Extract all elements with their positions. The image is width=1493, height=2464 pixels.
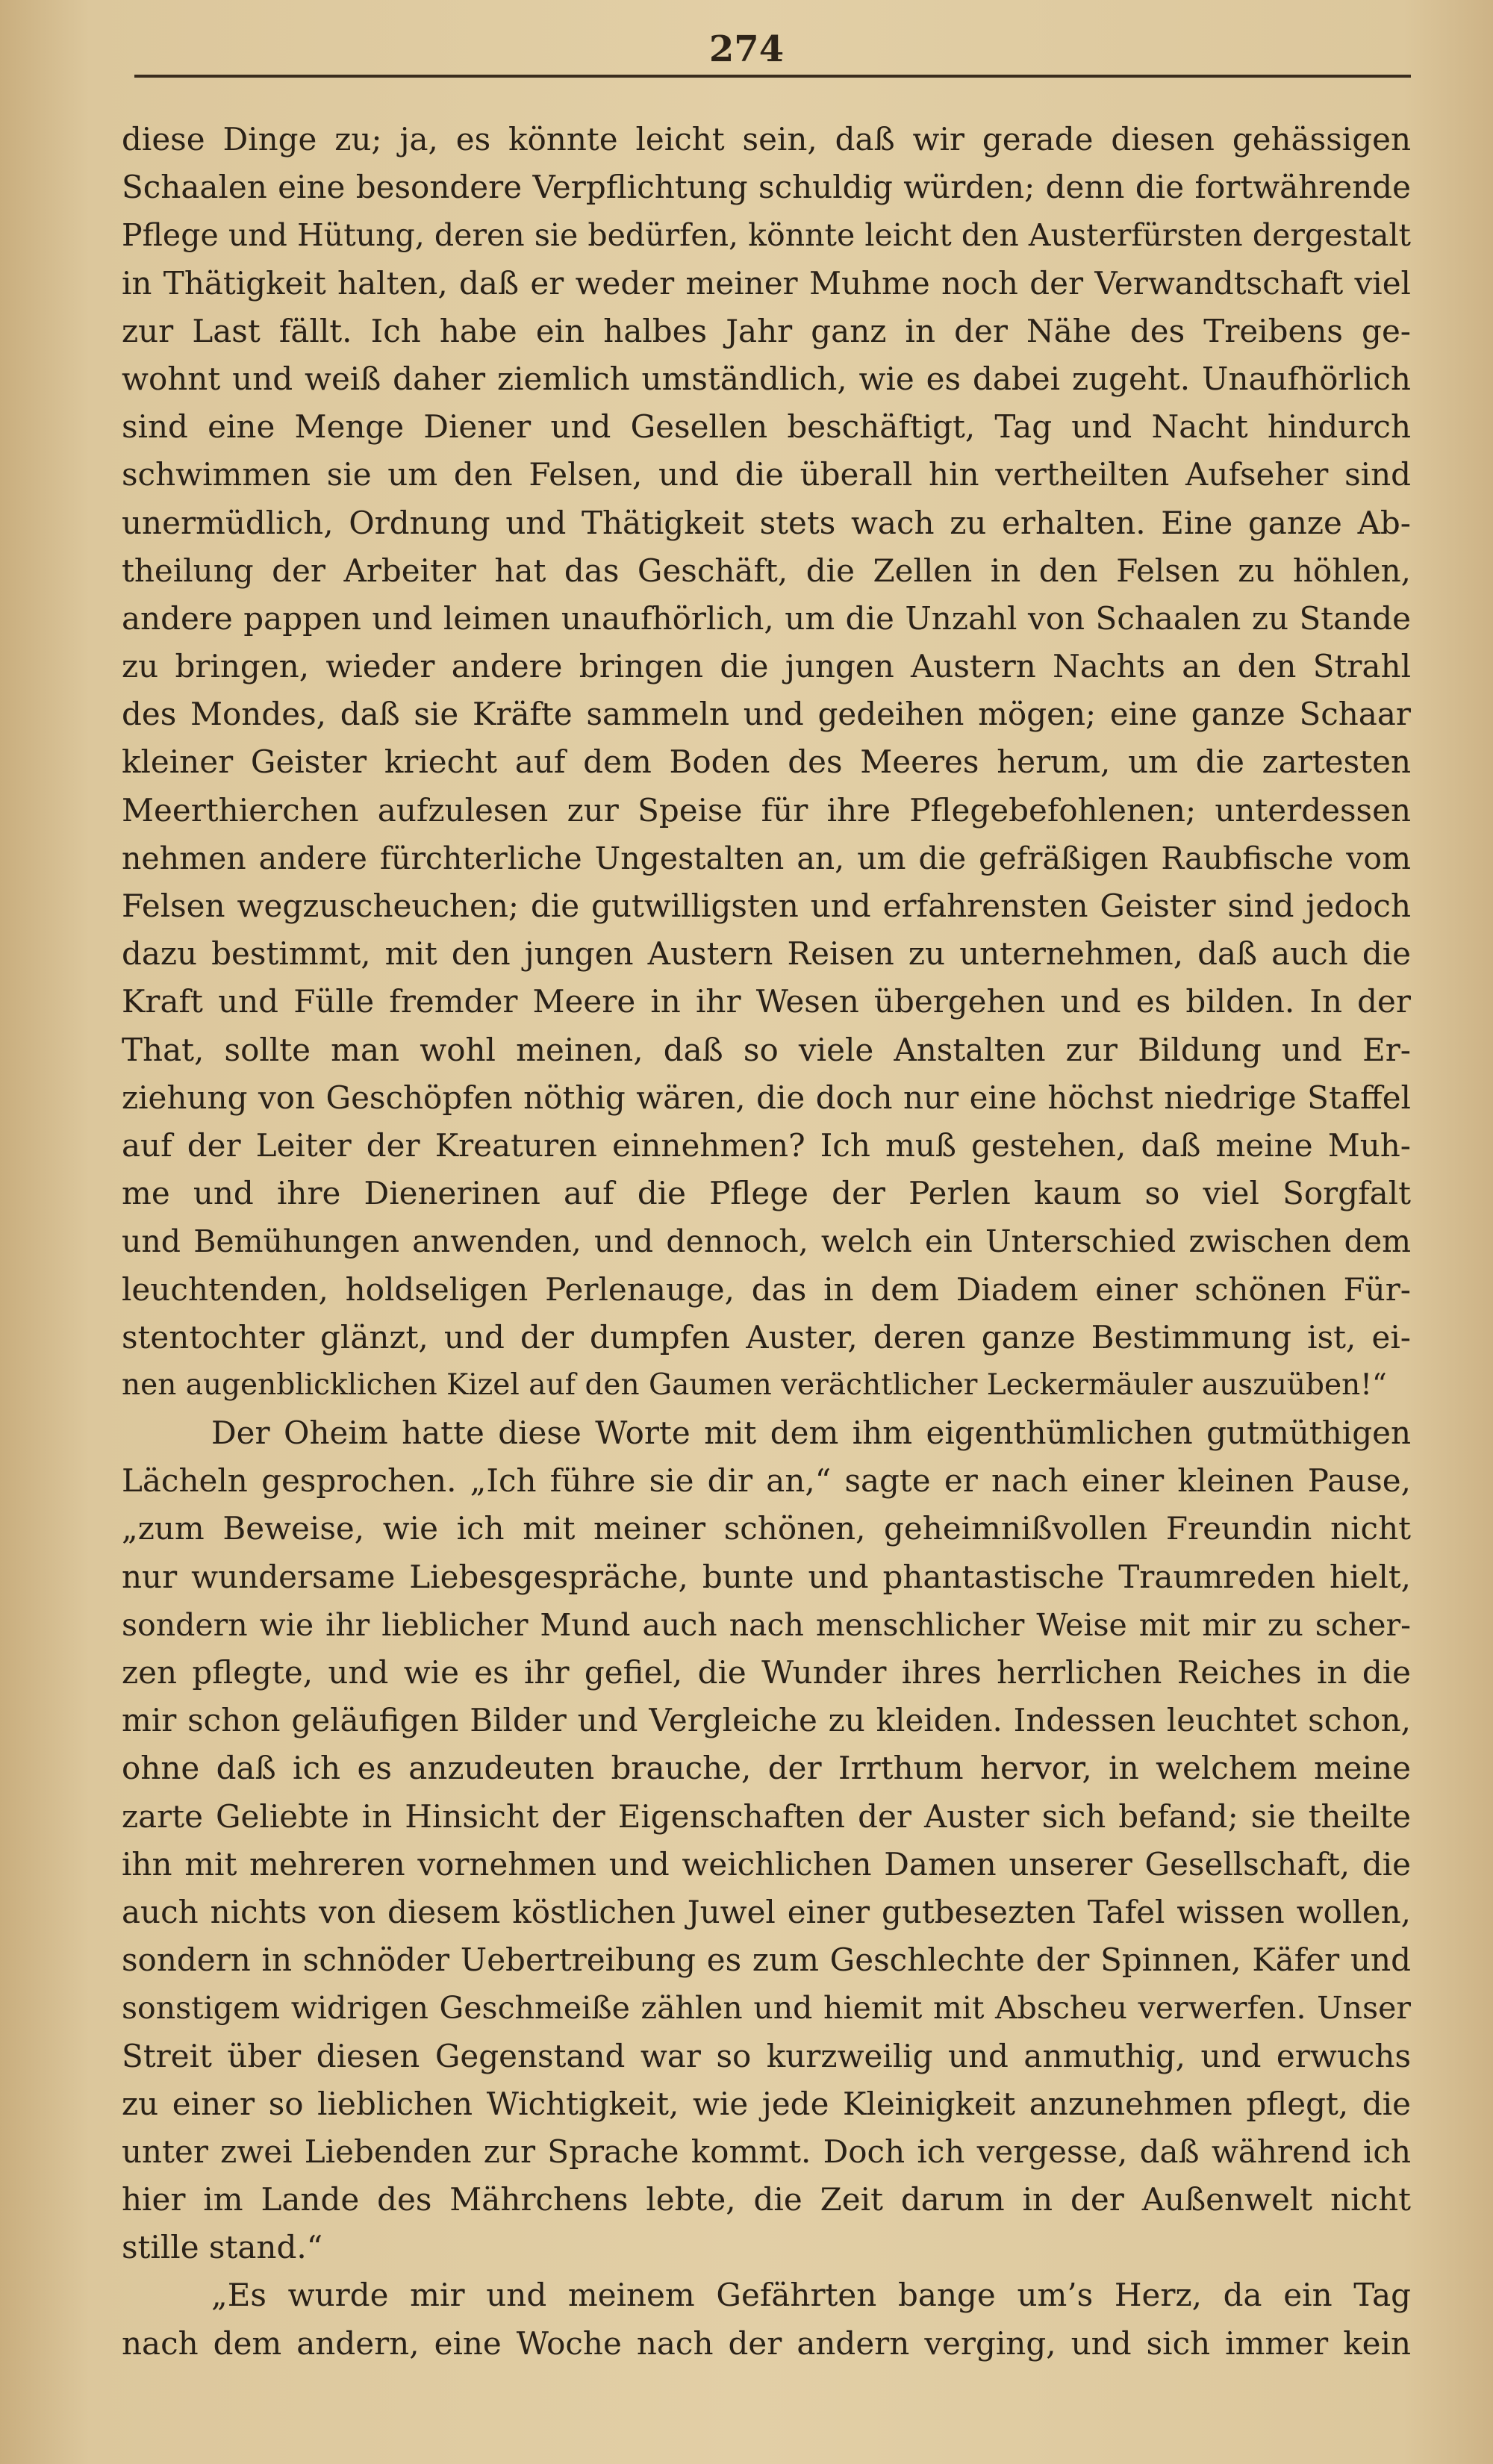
text-line: sondern in schnöder Uebertreibung es zum Geschlechte der Spinnen, Käfer und bbox=[122, 1941, 1411, 1979]
text-line: „zum Beweise, wie ich mit meiner schönen, geheimnißvollen Freundin nicht bbox=[122, 1510, 1411, 1547]
text-line: ohne daß ich es anzudeuten brauche, der Irrthum hervor, in welchem meine bbox=[122, 1750, 1411, 1787]
text-line: diese Dinge zu; ja, es könnte leicht sein, daß wir gerade diesen gehässigen bbox=[122, 121, 1411, 157]
text-line: in Thätigkeit halten, daß er weder meiner Muhme noch der Verwandtschaft viel bbox=[122, 264, 1411, 302]
text-line: Felsen wegzuscheuchen; die gutwilligsten und erfahrensten Geister sind jedoch bbox=[122, 888, 1411, 924]
text-line: nehmen andere fürchterliche Ungestalten an, um die gefräßigen Raubfische vom bbox=[122, 840, 1411, 876]
text-line: theilung der Arbeiter hat das Geschäft, die Zellen in den Felsen zu höhlen, bbox=[122, 552, 1411, 589]
text-line: Pflege und Hütung, deren sie bedürfen, könnte leicht den Austerfürsten dergestalt bbox=[122, 217, 1411, 254]
text-line: Schaalen eine besondere Verpflichtung schuldig würden; denn die fortwährende bbox=[122, 169, 1411, 206]
text-line: That, sollte man wohl meinen, daß so viele Anstalten zur Bildung und Er- bbox=[122, 1031, 1411, 1068]
page-number: 274 bbox=[708, 28, 785, 70]
text-line: schwimmen sie um den Felsen, und die überall hin vertheilten Aufseher sind bbox=[122, 456, 1411, 493]
text-line: und Bemühungen anwenden, und dennoch, welch ein Unterschied zwischen dem bbox=[122, 1223, 1411, 1260]
text-body bbox=[122, 116, 1411, 2368]
text-line: „Es wurde mir und meinem Gefährten bange um’s Herz, da ein Tag bbox=[211, 2277, 1411, 2314]
text-line: nen augenblicklichen Kizel auf den Gaumen verächtlicher Leckermäuler auszuüben!“ bbox=[122, 1367, 1387, 1402]
text-line: ihn mit mehreren vornehmen und weichlichen Damen unserer Gesellschaft, die bbox=[122, 1845, 1411, 1883]
text-line: me und ihre Dienerinen auf die Pflege der Perlen kaum so viel Sorgfalt bbox=[122, 1175, 1411, 1212]
text-line: wohnt und weiß daher ziemlich umständlich, wie es dabei zugeht. Unaufhörlich bbox=[122, 360, 1411, 397]
text-line: dazu bestimmt, mit den jungen Austern Reisen zu unternehmen, daß auch die bbox=[122, 935, 1411, 973]
text-line: nach dem andern, eine Woche nach der andern verging, und sich immer kein bbox=[122, 2324, 1411, 2362]
text-line: sonstigem widrigen Geschmeiße zählen und hiemit mit Abscheu verwerfen. Unser bbox=[122, 1990, 1411, 2027]
text-line: zu einer so lieblichen Wichtigkeit, wie jede Kleinigkeit anzunehmen pflegt, die bbox=[122, 2085, 1411, 2122]
text-line: auf der Leiter der Kreaturen einnehmen? Ich muß gestehen, daß meine Muh- bbox=[122, 1126, 1411, 1164]
text-line: zarte Geliebte in Hinsicht der Eigenschaften der Auster sich befand; sie theilte bbox=[122, 1797, 1411, 1835]
text-line: ziehung von Geschöpfen nöthig wären, die doch nur eine höchst niedrige Staffel bbox=[122, 1079, 1411, 1116]
text-line: Der Oheim hatte diese Worte mit dem ihm eigenthümlichen gutmüthigen bbox=[211, 1415, 1411, 1452]
text-line: hier im Lande des Mährchens lebte, die Zeit darum in der Außenwelt nicht bbox=[122, 2181, 1411, 2218]
text-line: unter zwei Liebenden zur Sprache kommt. Doch ich vergesse, daß während ich bbox=[122, 2133, 1411, 2170]
text-line: unermüdlich, Ordnung und Thätigkeit stets wach zu erhalten. Eine ganze Ab- bbox=[122, 504, 1411, 541]
text-line: sondern wie ihr lieblicher Mund auch nach menschlicher Weise mit mir zu scher- bbox=[122, 1606, 1411, 1643]
text-line: zu bringen, wieder andere bringen die jungen Austern Nachts an den Strahl bbox=[122, 648, 1411, 685]
text-line: stille stand.“ bbox=[122, 2229, 323, 2266]
text-line: Meerthierchen aufzulesen zur Speise für ihre Pflegebefohlenen; unterdessen bbox=[122, 791, 1411, 829]
text-line: mir schon geläufigen Bilder und Vergleiche zu kleiden. Indessen leuchtet schon, bbox=[122, 1702, 1411, 1739]
text-line: zur Last fällt. Ich habe ein halbes Jahr ganz in der Nähe des Treibens ge- bbox=[122, 312, 1411, 349]
text-line: Streit über diesen Gegenstand war so kurzweilig und anmuthig, und erwuchs bbox=[122, 2037, 1411, 2074]
text-line: des Mondes, daß sie Kräfte sammeln und gedeihen mögen; eine ganze Schaar bbox=[122, 696, 1411, 733]
text-line: Kraft und Fülle fremder Meere in ihr Wesen übergehen und es bilden. In der bbox=[122, 983, 1411, 1020]
text-line: Lächeln gesprochen. „Ich führe sie dir an,“ sagte er nach einer kleinen Pause, bbox=[122, 1462, 1411, 1500]
text-line: nur wundersame Liebesgespräche, bunte und phantastische Traumreden hielt, bbox=[122, 1558, 1411, 1595]
text-line: leuchtenden, holdseligen Perlenauge, das in dem Diadem einer schönen Für- bbox=[122, 1270, 1411, 1308]
text-line: andere pappen und leimen unaufhörlich, um die Unzahl von Schaalen zu Stande bbox=[122, 599, 1411, 637]
text-line: zen pflegte, und wie es ihr gefiel, die Wunder ihres herrlichen Reiches in die bbox=[122, 1654, 1411, 1691]
text-line: sind eine Menge Diener und Gesellen beschäftigt, Tag und Nacht hindurch bbox=[122, 408, 1411, 446]
header-rule bbox=[134, 75, 1411, 78]
text-line: stentochter glänzt, und der dumpfen Auster, deren ganze Bestimmung ist, ei- bbox=[122, 1318, 1411, 1356]
text-line: kleiner Geister kriecht auf dem Boden des Meeres herum, um die zartesten bbox=[122, 743, 1411, 781]
text-line: auch nichts von diesem köstlichen Juwel einer gutbesezten Tafel wissen wollen, bbox=[122, 1893, 1411, 1930]
